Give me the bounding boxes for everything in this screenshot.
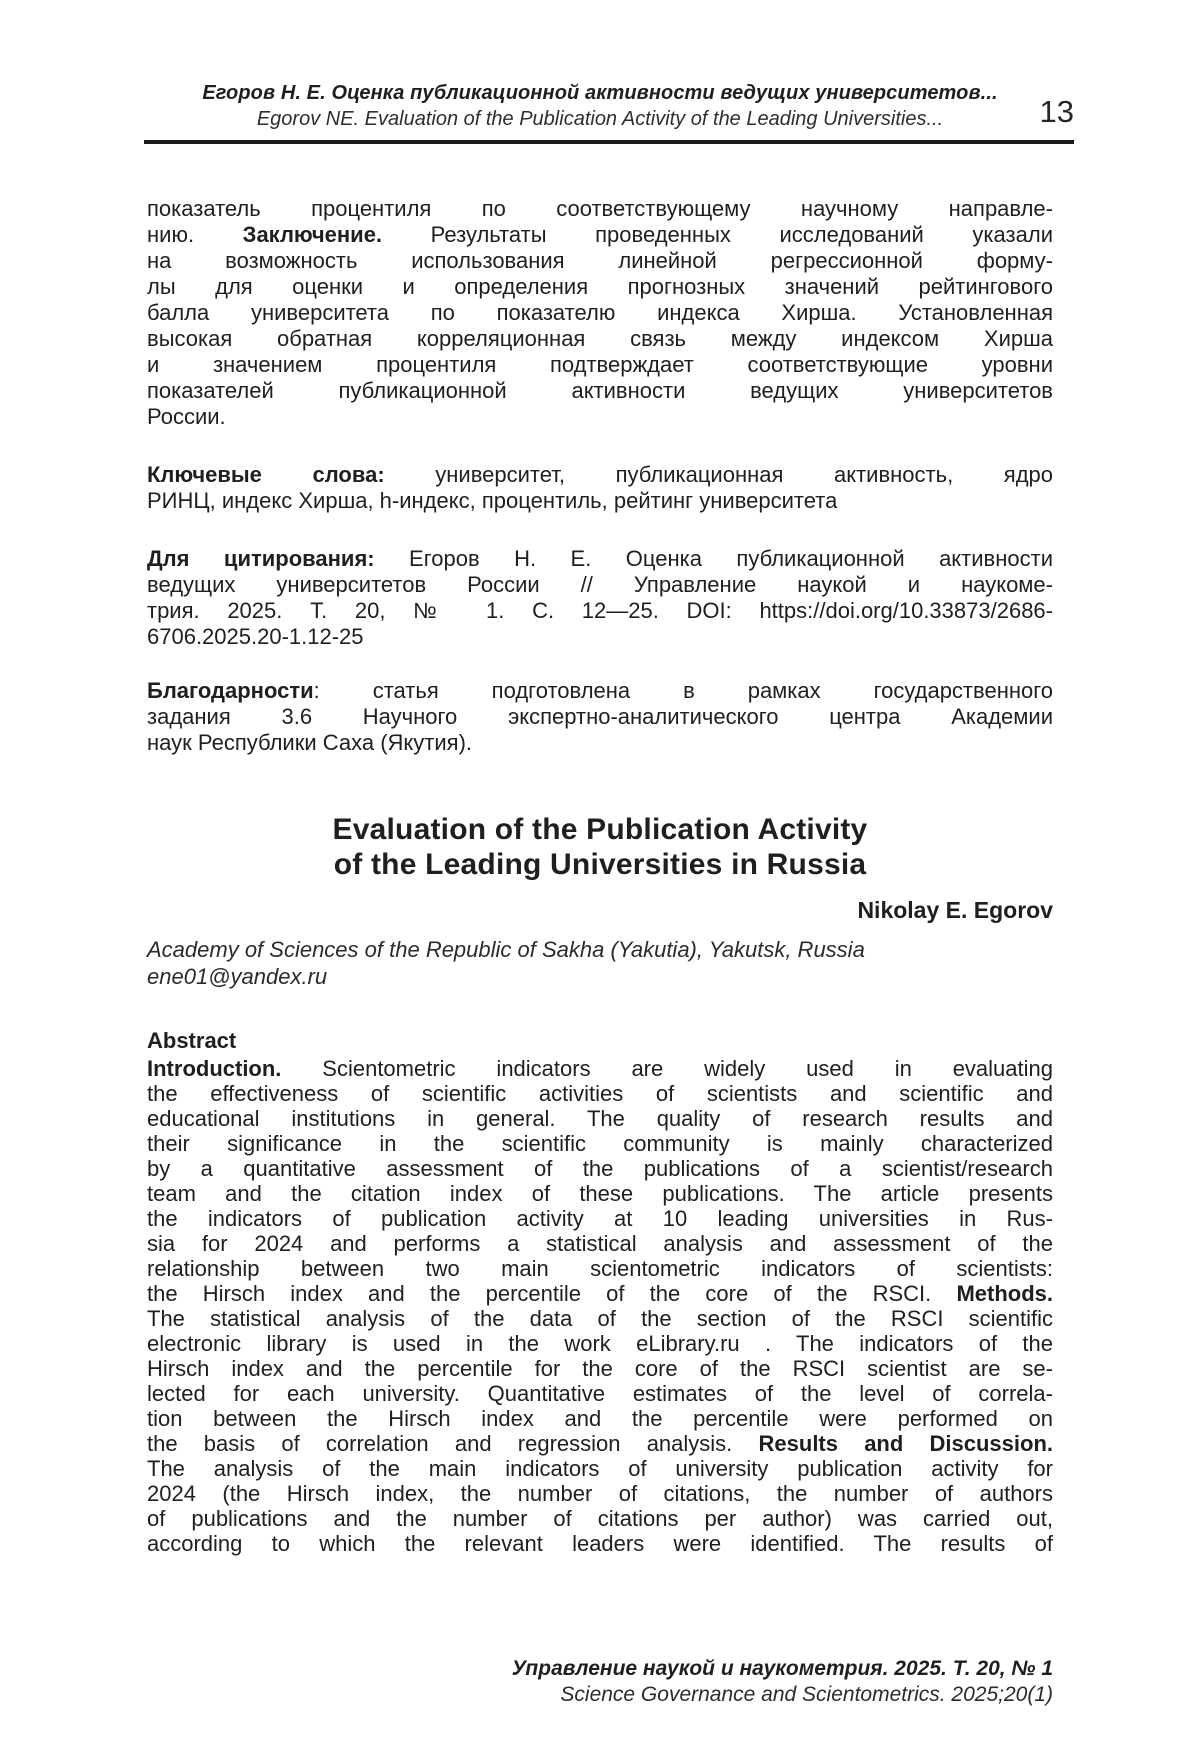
text-line xyxy=(147,1106,1053,1131)
text-line xyxy=(147,1081,1053,1106)
text-run: the indicators of publication activity at 10 leading universities in Rus- xyxy=(147,1206,1053,1231)
text-run: relationship between two main scientometric indicators of scientists: xyxy=(147,1256,1053,1281)
text-run: балла университета по показателю индекса Хирша. Установленная xyxy=(147,300,1053,325)
header-rule xyxy=(144,140,1074,144)
text-line xyxy=(147,1481,1053,1506)
text-run: ведущих университетов России // Управление наукой и наукоме- xyxy=(147,572,1053,597)
text-line xyxy=(147,1231,1053,1256)
text-line xyxy=(147,704,1053,730)
text-line xyxy=(147,730,1053,756)
text-run: показателей публикационной активности ведущих университетов xyxy=(147,378,1053,403)
text-run: team and the citation index of these publications. The article presents xyxy=(147,1181,1053,1206)
affiliation-line: Academy of Sciences of the Republic of Sakha (Yakutia), Yakutsk, Russia xyxy=(147,937,865,962)
article-title-line1: Evaluation of the Publication Activity xyxy=(332,813,868,846)
text-run: и значением процентиля подтверждает соответствующие уровни xyxy=(147,352,1053,377)
abstract-paragraph xyxy=(147,1056,1053,1556)
text-run: lected for each university. Quantitative estimates of the level of correla- xyxy=(147,1381,1053,1406)
text-run: the basis of correlation and regression analysis. xyxy=(147,1431,759,1456)
summary-paragraph-ru xyxy=(147,196,1053,430)
acknowledgments-paragraph xyxy=(147,678,1053,756)
text-line xyxy=(147,1281,1053,1306)
text-line xyxy=(147,1156,1053,1181)
bold-run: Results and Discussion. xyxy=(758,1431,1054,1456)
text-run: the effectiveness of scientific activities of scientists and scientific and xyxy=(147,1081,1053,1106)
keywords-paragraph xyxy=(147,462,1053,514)
article-title-line2: of the Leading Universities in Russia xyxy=(333,848,867,881)
text-line xyxy=(147,1131,1053,1156)
text-line xyxy=(147,1431,1053,1456)
text-line xyxy=(147,1056,1053,1081)
text-line xyxy=(147,1456,1053,1481)
text-line xyxy=(147,196,1053,222)
running-footer xyxy=(147,1656,1053,1708)
bold-run: Ключевые слова: xyxy=(147,462,385,487)
text-run: Результаты проведенных исследований указали xyxy=(382,222,1053,247)
author-email: ene01@yandex.ru xyxy=(147,964,328,989)
text-line xyxy=(147,572,1053,598)
text-run: показатель процентиля по соответствующему научному направле- xyxy=(147,196,1053,221)
text-run: высокая обратная корреляционная связь между индексом Хирша xyxy=(147,326,1053,351)
text-run: The statistical analysis of the data of the section of the RSCI scientific xyxy=(147,1306,1053,1331)
text-run: the Hirsch index and the percentile of the core of the RSCI. xyxy=(147,1281,957,1306)
article-title-en xyxy=(147,812,1053,882)
running-header-ru: Егоров Н. Е. Оценка публикационной активности ведущих университетов... xyxy=(202,82,998,104)
author-affiliation xyxy=(147,936,1053,990)
text-run: 2024 (the Hirsch index, the number of citations, the number of authors xyxy=(147,1481,1053,1506)
text-run: : статья подготовлена в рамках государственного xyxy=(313,678,1053,703)
text-line xyxy=(147,488,1053,514)
bold-run: Заключение. xyxy=(242,222,383,247)
bold-run: Благодарности xyxy=(147,678,314,703)
bold-run: Methods. xyxy=(956,1281,1053,1306)
text-run: Scientometric indicators are widely used in evaluating xyxy=(281,1056,1053,1081)
text-line xyxy=(147,300,1053,326)
text-line xyxy=(147,678,1053,704)
text-run: 6706.2025.20-1.12-25 xyxy=(147,624,364,649)
text-line xyxy=(147,1331,1053,1356)
text-run: нию. xyxy=(147,222,243,247)
text-run: electronic library is used in the work eLibrary.ru . The indicators of the xyxy=(147,1331,1053,1356)
bold-run: Introduction. xyxy=(147,1056,282,1081)
text-run: tion between the Hirsch index and the percentile were performed on xyxy=(147,1406,1053,1431)
running-header-en: Egorov NE. Evaluation of the Publication Activity of the Leading Universities... xyxy=(256,108,944,130)
text-line xyxy=(147,1406,1053,1431)
text-run: educational institutions in general. The quality of research results and xyxy=(147,1106,1053,1131)
text-run: на возможность использования линейной регрессионной форму- xyxy=(147,248,1053,273)
text-line xyxy=(147,1506,1053,1531)
text-run: России. xyxy=(147,404,226,429)
text-line xyxy=(147,274,1053,300)
text-run: according to which the relevant leaders were identified. The results of xyxy=(147,1531,1053,1556)
abstract-heading: Abstract xyxy=(147,1028,237,1053)
text-run: sia for 2024 and performs a statistical analysis and assessment of the xyxy=(147,1231,1053,1256)
citation-paragraph xyxy=(147,546,1053,650)
text-line xyxy=(147,1531,1053,1556)
text-line xyxy=(147,1181,1053,1206)
bold-run: Для цитирования: xyxy=(147,546,375,571)
text-run: лы для оценки и определения прогнозных значений рейтингового xyxy=(147,274,1053,299)
text-line xyxy=(147,1206,1053,1231)
text-line xyxy=(147,546,1053,572)
text-line xyxy=(147,248,1053,274)
text-run: by a quantitative assessment of the publications of a scientist/research xyxy=(147,1156,1053,1181)
text-run: РИНЦ, индекс Хирша, h-индекс, процентиль, рейтинг университета xyxy=(147,488,838,513)
text-run: университет, публикационная активность, ядро xyxy=(384,462,1053,487)
author-name: Nikolay E. Egorov xyxy=(857,897,1053,923)
text-run: The analysis of the main indicators of university publication activity for xyxy=(147,1456,1053,1481)
text-line xyxy=(147,326,1053,352)
text-line xyxy=(147,1381,1053,1406)
text-run: трия. 2025. Т. 20, № 1. С. 12—25. DOI: https://doi.org/10.33873/2686- xyxy=(147,598,1053,623)
page-number: 13 xyxy=(1039,94,1074,129)
text-line xyxy=(147,222,1053,248)
text-run: Hirsch index and the percentile for the core of the RSCI scientist are se- xyxy=(147,1356,1053,1381)
text-run: задания 3.6 Научного экспертно-аналитического центра Академии xyxy=(147,704,1053,729)
text-line xyxy=(147,598,1053,624)
text-line xyxy=(147,624,1053,650)
text-line xyxy=(147,462,1053,488)
text-run: of publications and the number of citations per author) was carried out, xyxy=(147,1506,1053,1531)
footer-journal-en: Science Governance and Scientometrics. 2025;20(1) xyxy=(560,1683,1053,1706)
text-run: their significance in the scientific community is mainly characterized xyxy=(147,1131,1053,1156)
footer-journal-ru: Управление наукой и наукометрия. 2025. Т. 20, № 1 xyxy=(511,1657,1053,1680)
text-line xyxy=(147,352,1053,378)
text-run: Егоров Н. Е. Оценка публикационной активности xyxy=(374,546,1053,571)
text-run: наук Республики Саха (Якутия). xyxy=(147,730,473,755)
text-line xyxy=(147,404,1053,430)
text-line xyxy=(147,1356,1053,1381)
text-line xyxy=(147,378,1053,404)
text-line xyxy=(147,1256,1053,1281)
text-line xyxy=(147,1306,1053,1331)
